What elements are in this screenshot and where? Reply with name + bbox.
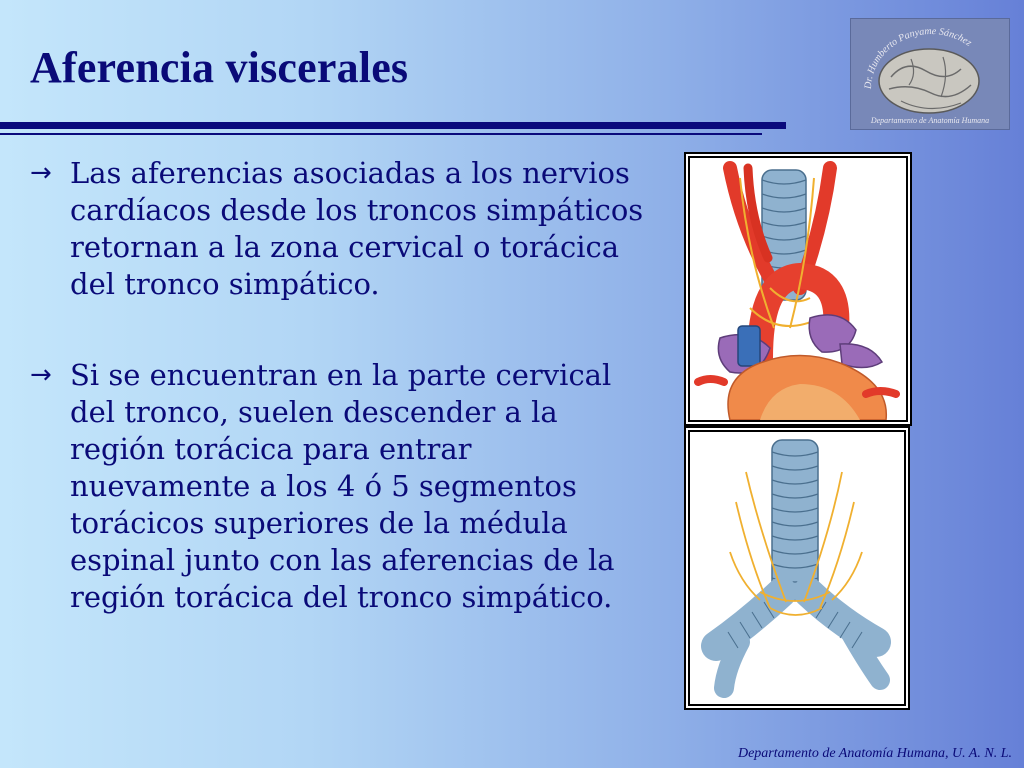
bullet-item-1 (30, 155, 650, 303)
department-logo (850, 18, 1010, 130)
bullet-item-2 (30, 357, 650, 616)
arrow-right-icon: → (30, 360, 52, 390)
title-rule-thick (0, 122, 786, 129)
heart-illustration-frame (688, 156, 908, 422)
footer-credit: Departamento de Anatomía Humana, U. A. N. L. (737, 746, 1012, 761)
brain-logo-icon (851, 19, 1009, 129)
logo-sub-text: Departamento de Anatomía Humana (870, 116, 990, 125)
logo-arc-text: Dr. Humberto Panyame Sánchez (862, 25, 974, 90)
trachea-illustration-frame (688, 430, 906, 706)
bullet-text-2: Si se encuentran en la parte cervical del tronco, suelen descender a la región torácica para entrar nuevamente a los 4 ó 5 segmentos torácicos superiores de la médula espinal junto con las aferencias de la región torácica del tronco simpático. (70, 358, 615, 614)
title-rule-thin (0, 133, 762, 135)
slide-title: Aferencia viscerales (30, 43, 409, 92)
heart-vessels-illustration (690, 158, 906, 420)
arrow-right-icon: → (30, 158, 52, 188)
bullet-text-1: Las aferencias asociadas a los nervios cardíacos desde los troncos simpáticos retornan a la zona cervical o torácica del tronco simpático. (70, 156, 644, 301)
trachea-bronchi-illustration (690, 432, 904, 704)
bullet-list (30, 155, 650, 616)
